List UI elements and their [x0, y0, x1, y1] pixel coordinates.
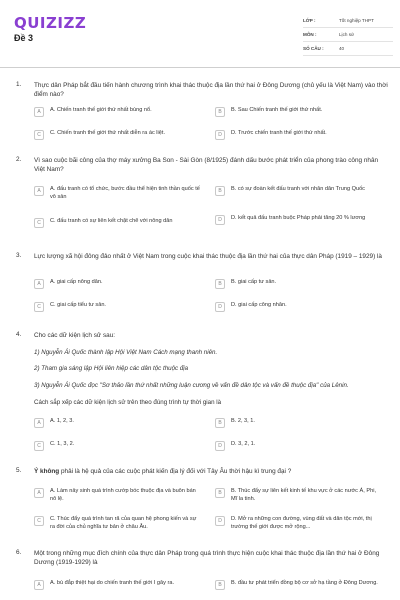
option-letter: A: [34, 418, 44, 428]
question-text: Cho các dữ kiện lịch sử sau:: [34, 332, 116, 339]
option-text: D. 3, 2, 1.: [231, 441, 256, 447]
option-b[interactable]: [215, 418, 381, 428]
option-text: C. Chiến tranh thế giới thứ nhất diễn ra ác liệt.: [50, 130, 165, 136]
option-letter: D: [215, 441, 225, 451]
meta-value: Tốt nghiệp THPT: [339, 18, 374, 23]
option-c[interactable]: [34, 441, 200, 451]
question-text: [34, 467, 390, 476]
option-a[interactable]: [34, 107, 200, 117]
option-text: D. giai cấp công nhân.: [231, 302, 287, 308]
option-text: B. có sự đoàn kết đấu tranh với nhân dân Trung Quốc: [231, 186, 365, 192]
option-letter: A: [34, 580, 44, 590]
question-number: 4.: [16, 331, 22, 338]
option-letter: B: [215, 186, 225, 196]
option-text: D. Mở ra những con đường, vùng đất và dân tộc mới, thị trường thế giới được mở rộng...: [231, 516, 372, 530]
question-text: Lực lượng xã hội đông đảo nhất ở Việt Nam trong cuộc khai thác thuộc địa lần thứ hai của thực dân Pháp (1919 – 1929) là: [34, 253, 382, 260]
option-letter: C: [34, 441, 44, 451]
meta-row-count: [303, 42, 393, 56]
meta-row-subject: [303, 28, 393, 42]
option-b[interactable]: [215, 107, 381, 117]
option-a[interactable]: [34, 279, 200, 289]
option-letter: B: [215, 279, 225, 289]
option-letter: B: [215, 107, 225, 117]
question-number: 1.: [16, 81, 22, 88]
option-a[interactable]: [34, 488, 200, 503]
meta-label: LỚP :: [303, 18, 316, 23]
option-text: B. 2, 3, 1.: [231, 418, 255, 424]
option-a[interactable]: [34, 580, 200, 590]
option-letter: B: [215, 418, 225, 428]
option-d[interactable]: [215, 215, 381, 225]
option-letter: A: [34, 107, 44, 117]
option-text: C. Thúc đẩy quá trình tan rã của quan hệ phong kiến và sự ra đời của chủ nghĩa tư bản ở châu Âu.: [50, 516, 197, 530]
question-text: Một trong những mục đích chính của thực dân Pháp trong quá trình thực hiện cuộc khai thác thuộc địa lần thứ hai ở Đông Dương (1919-1929) là: [34, 550, 380, 566]
option-b[interactable]: [215, 186, 381, 196]
option-a[interactable]: [34, 186, 200, 201]
exam-title: Đề 3: [14, 33, 34, 43]
option-text: B. đầu tư phát triển đồng bộ cơ sở hạ tầng ở Đông Dương.: [231, 580, 378, 586]
option-text: A. 1, 2, 3.: [50, 418, 74, 424]
option-letter: D: [215, 130, 225, 140]
option-letter: A: [34, 279, 44, 289]
meta-value: 40: [339, 46, 345, 51]
exam-meta: [303, 14, 393, 56]
quizizz-logo: QUIZIZZ: [14, 14, 87, 32]
option-c[interactable]: [34, 516, 200, 531]
meta-value: Lịch sử: [339, 32, 355, 37]
question-emphasis: Ý không: [34, 468, 60, 475]
question-text: Vì sao cuộc bãi công của thợ máy xưởng Ba Son - Sài Gòn (8/1925) đánh dấu bước phát triển của phong trào công nhân Việt Nam?: [34, 157, 379, 173]
question-number: 5.: [16, 467, 22, 474]
option-letter: A: [34, 186, 44, 196]
header-divider: [0, 67, 400, 68]
option-letter: C: [34, 302, 44, 312]
option-letter: D: [215, 215, 225, 225]
option-text: B. Thúc đẩy sự liên kết kinh tế khu vực ở các nước Á, Phi, Mĩ la tinh.: [231, 488, 377, 502]
question-number: 6.: [16, 549, 22, 556]
option-d[interactable]: [215, 516, 381, 531]
fact-2: 2) Tham gia sáng lập Hội liên hiệp các dân tộc thuộc địa: [34, 365, 189, 372]
option-text: D. kết quả đấu tranh buộc Pháp phải tăng 20 % lương: [231, 215, 366, 221]
option-letter: A: [34, 488, 44, 498]
option-letter: D: [215, 516, 225, 526]
option-text: A. giai cấp nông dân.: [50, 279, 103, 285]
fact-1: 1) Nguyễn Ái Quốc thành lập Hội Việt Nam Cách mạng thanh niên.: [34, 349, 218, 356]
option-c[interactable]: [34, 130, 200, 140]
option-d[interactable]: [215, 302, 381, 312]
option-c[interactable]: [34, 218, 200, 228]
option-text: A. Chiến tranh thế giới thứ nhất bùng nổ.: [50, 107, 152, 113]
question-text: Thực dân Pháp bắt đầu tiến hành chương trình khai thác thuộc địa lần thứ hai ở Đông Dương (chủ yếu là Việt Nam) vào thời điểm nào?: [34, 82, 388, 98]
option-d[interactable]: [215, 441, 381, 451]
option-text: B. giai cấp tư sản.: [231, 279, 277, 285]
option-b[interactable]: [215, 488, 381, 503]
option-text: C. đấu tranh có sự liên kết chặt chẽ với nông dân: [50, 218, 173, 224]
question-text-rest: phải là hệ quả của các cuộc phát kiến địa lý đối với Tây Âu thời hậu kì trung đại ?: [59, 468, 292, 475]
option-d[interactable]: [215, 130, 381, 140]
fact-3: 3) Nguyễn Ái Quốc đọc "Sơ thảo lần thứ nhất những luận cương về vấn đề dân tộc và vấn đề thuộc địa" của Lênin.: [34, 382, 349, 389]
option-a[interactable]: [34, 418, 200, 428]
option-letter: C: [34, 516, 44, 526]
option-letter: B: [215, 580, 225, 590]
option-text: A. đấu tranh có tổ chức, bước đầu thể hiện tinh thần quốc tế vô sản: [50, 186, 200, 200]
option-b[interactable]: [215, 580, 381, 590]
meta-label: MÔN :: [303, 32, 317, 37]
page-header: [0, 0, 400, 62]
option-letter: B: [215, 488, 225, 498]
question-instruction: Cách sắp xếp các dữ kiện lịch sử trên theo đúng trình tự thời gian là: [34, 399, 222, 406]
option-letter: C: [34, 130, 44, 140]
option-letter: D: [215, 302, 225, 312]
meta-row-class: [303, 14, 393, 28]
option-c[interactable]: [34, 302, 200, 312]
option-text: B. Sau Chiến tranh thế giới thứ nhất.: [231, 107, 323, 113]
question-number: 2.: [16, 156, 22, 163]
option-text: A. bù đắp thiệt hại do chiến tranh thế giới I gây ra.: [50, 580, 175, 586]
option-text: A. Làm nảy sinh quá trình cướp bóc thuộc địa và buôn bán nô lệ.: [50, 488, 196, 502]
option-text: C. giai cấp tiểu tư sản.: [50, 302, 106, 308]
option-b[interactable]: [215, 279, 381, 289]
option-text: C. 1, 3, 2.: [50, 441, 75, 447]
meta-label: SỐ CÂU :: [303, 46, 324, 51]
option-letter: C: [34, 218, 44, 228]
question-number: 3.: [16, 252, 22, 259]
option-text: D. Trước chiến tranh thế giới thứ nhất.: [231, 130, 327, 136]
